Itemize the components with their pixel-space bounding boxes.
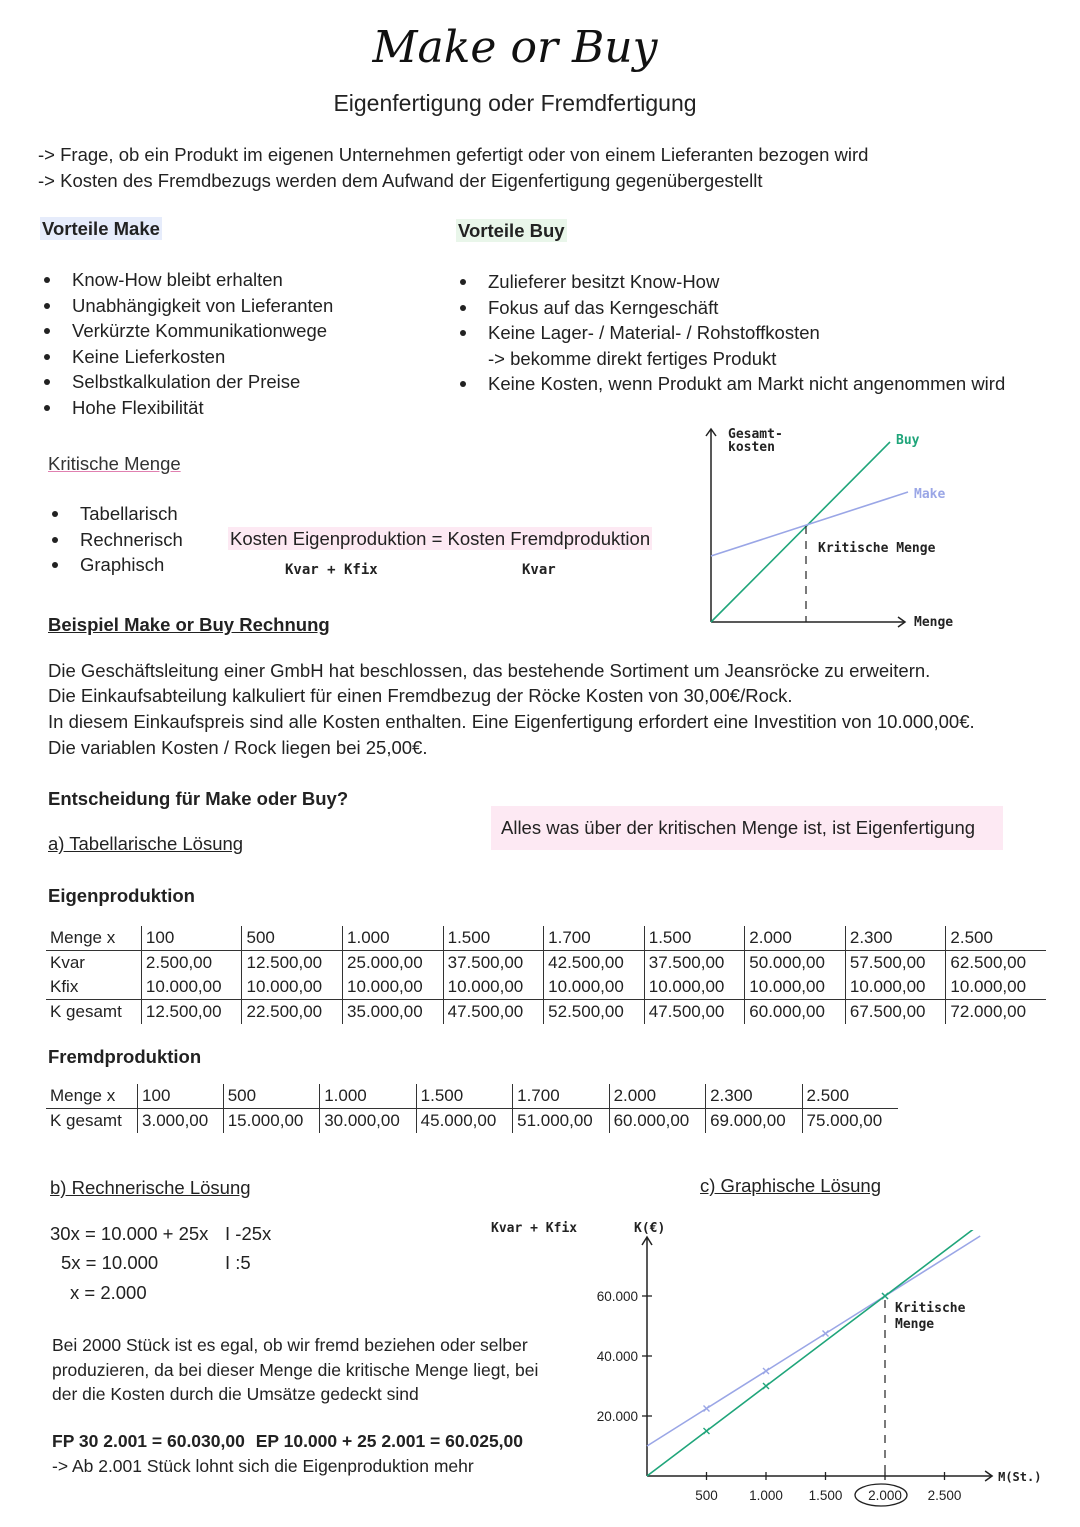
table-cell: Menge x [46, 1084, 138, 1109]
make-list [40, 267, 333, 420]
chart-x-label: M(St.) [998, 1470, 1042, 1484]
b-text-line: der die Kosten durch die Umsätze gedeckt sind [52, 1384, 419, 1404]
chart-x-tick-label: 500 [695, 1488, 718, 1503]
table-cell: 10.000,00 [443, 975, 544, 1000]
chart-point [763, 1368, 769, 1374]
intro-line-2: -> Kosten des Fremdbezugs werden dem Aufwand der Eigenfertigung gegenübergestellt [38, 170, 763, 191]
kritisch-heading: Kritische Menge [48, 453, 181, 474]
table-cell: 52.500,00 [544, 1000, 645, 1025]
table-cell: K gesamt [50, 1111, 122, 1130]
note-box: Alles was über der kritischen Menge ist, ist Eigenfertigung [491, 806, 1003, 850]
make-item: Hohe Flexibilität [40, 395, 333, 421]
table-cell: 50.000,00 [745, 951, 846, 976]
buy-subitem: -> bekomme direkt fertiges Produkt [488, 347, 777, 369]
table-cell: 62.500,00 [946, 951, 1046, 976]
table-cell: 30.000,00 [320, 1109, 416, 1134]
table-cell: 60.000,00 [745, 1000, 846, 1025]
chart-y-tick-label: 60.000 [596, 1289, 638, 1304]
chart-y-tick-label: 20.000 [596, 1409, 638, 1424]
table-cell: 22.500,00 [242, 1000, 343, 1025]
table-cell: 69.000,00 [706, 1109, 802, 1134]
chart-y-tick-label: 40.000 [596, 1349, 638, 1364]
equation-1-op: I -25x [225, 1223, 272, 1244]
make-item: Know-How bleibt erhalten [40, 267, 333, 293]
table-cell: Menge x [46, 926, 141, 951]
b-heading: b) Rechnerische Lösung [50, 1177, 251, 1198]
table-cell: K gesamt [50, 1002, 122, 1021]
make-item: Selbstkalkulation der Preise [40, 369, 333, 395]
table-row [46, 1109, 898, 1134]
table-cell: 2.500,00 [141, 951, 242, 976]
chart-ylabel-note: Kvar + Kfix [491, 1221, 578, 1236]
kritisch-formula: Kosten Eigenproduktion = Kosten Fremdproduktion [230, 528, 651, 549]
chart-x-tick-label: 1.000 [749, 1488, 783, 1503]
formula-left-note: Kvar + Kfix [285, 562, 378, 578]
b-conclusion: -> Ab 2.001 Stück lohnt sich die Eigenproduktion mehr [52, 1456, 474, 1476]
table-cell: 1.000 [320, 1084, 416, 1109]
table-cell: 60.000,00 [609, 1109, 705, 1134]
buy-item: Fokus auf das Kerngeschäft [456, 295, 1005, 321]
table-cell: 1.500 [644, 926, 745, 951]
kritisch-list [48, 501, 183, 578]
table-cell: 10.000,00 [946, 975, 1046, 1000]
table-cell: 72.000,00 [946, 1000, 1046, 1025]
buy-list [456, 269, 1005, 397]
c-heading: c) Graphische Lösung [700, 1175, 881, 1196]
chart-x-tick-label: 1.500 [808, 1488, 843, 1503]
table-row [46, 1000, 1046, 1025]
table-row [46, 1084, 898, 1109]
ep-value: 60.025,00 [445, 1431, 524, 1451]
table-cell: 57.500,00 [845, 951, 946, 976]
table-cell: 2.300 [706, 1084, 802, 1109]
sketch-buy-line [711, 442, 890, 622]
page-title: Make or Buy [372, 22, 658, 73]
buy-heading: Vorteile Buy [458, 220, 565, 241]
buy-item: Keine Kosten, wenn Produkt am Markt nicht angenommen wird [456, 371, 1005, 397]
example-text: Die Einkaufsabteilung kalkuliert für einen Fremdbezug der Röcke Kosten von 30,00€/Rock. [48, 685, 793, 706]
chart-critical-label: Kritische Menge [895, 1301, 966, 1332]
table-cell: 500 [223, 1084, 319, 1109]
kritisch-item: Graphisch [48, 552, 183, 578]
example-text: Die variablen Kosten / Rock liegen bei 25,00€. [48, 737, 428, 758]
fp-value: 60.030,00 [166, 1431, 245, 1451]
table-cell: Kfix [46, 975, 141, 1000]
chart-point [763, 1383, 769, 1389]
table-cell: 37.500,00 [644, 951, 745, 976]
ep-label: EP 10.000 + 25 2.001 = [255, 1431, 446, 1451]
chart-x-tick-label: 2.500 [927, 1488, 962, 1503]
sketch-make-label: Make [914, 487, 946, 502]
table-cell: 47.500,00 [443, 1000, 544, 1025]
buy-item: Zulieferer besitzt Know-How [456, 269, 1005, 295]
table-cell: 2.500 [802, 1084, 898, 1109]
table-cell: 1.500 [443, 926, 544, 951]
chart-series-line [647, 1236, 980, 1446]
table-cell: 10.000,00 [141, 975, 242, 1000]
chart-ylabel: K(€) [634, 1221, 666, 1236]
table-cell: 10.000,00 [745, 975, 846, 1000]
table-cell: 10.000,00 [644, 975, 745, 1000]
eigen-table [46, 926, 1046, 1024]
table-cell: 2.500 [946, 926, 1046, 951]
sketch-y-label: Gesamt- kosten [728, 427, 783, 455]
chart-point [704, 1428, 710, 1434]
intro-line-1: -> Frage, ob ein Produkt im eigenen Unternehmen gefertigt oder von einem Lieferanten bezogen wird [38, 144, 869, 165]
table-cell: 75.000,00 [802, 1109, 898, 1134]
kritisch-item: Tabellarisch [48, 501, 183, 527]
equation-1: 30x = 10.000 + 25x [50, 1223, 209, 1244]
table-cell: 37.500,00 [443, 951, 544, 976]
page-subtitle: Eigenfertigung oder Fremdfertigung [333, 90, 697, 116]
fp-label: FP 30 2.001 = [52, 1431, 167, 1451]
table-cell: 1.700 [513, 1084, 609, 1109]
table-cell: 15.000,00 [223, 1109, 319, 1134]
buy-item: Keine Lager- / Material- / Rohstoffkosten [456, 320, 1005, 346]
table-cell: 25.000,00 [343, 951, 444, 976]
table-cell: 47.500,00 [644, 1000, 745, 1025]
table-cell: 1.000 [343, 926, 444, 951]
table-cell: 2.300 [845, 926, 946, 951]
fremd-heading: Fremdproduktion [48, 1046, 202, 1067]
chart-point [882, 1293, 888, 1299]
table-cell: 2.000 [745, 926, 846, 951]
eigen-heading: Eigenproduktion [48, 885, 195, 906]
sketch-buy-label: Buy [896, 433, 920, 448]
table-cell: 67.500,00 [845, 1000, 946, 1025]
make-item: Unabhängigkeit von Lieferanten [40, 293, 333, 319]
example-heading: Beispiel Make or Buy Rechnung [48, 614, 330, 635]
table-cell: 500 [242, 926, 343, 951]
table-row [46, 951, 1046, 976]
table-cell: 1.500 [416, 1084, 512, 1109]
table-cell: 3.000,00 [138, 1109, 224, 1134]
make-item: Verkürzte Kommunikationwege [40, 318, 333, 344]
chart [580, 1230, 1070, 1520]
table-cell: 12.500,00 [141, 1000, 242, 1025]
sketch-critical-label: Kritische Menge [818, 541, 936, 556]
table-cell: 10.000,00 [242, 975, 343, 1000]
table-cell: 1.700 [544, 926, 645, 951]
kritisch-item: Rechnerisch [48, 527, 183, 553]
table-cell: 2.000 [609, 1084, 705, 1109]
table-cell: 10.000,00 [544, 975, 645, 1000]
equation-2: 5x = 10.000 [61, 1252, 159, 1273]
table-cell: 35.000,00 [343, 1000, 444, 1025]
b-text-line: produzieren, da bei dieser Menge die kritische Menge liegt, bei [52, 1359, 539, 1380]
table-cell: 10.000,00 [845, 975, 946, 1000]
a-heading: a) Tabellarische Lösung [48, 833, 244, 854]
table-cell: 45.000,00 [416, 1109, 512, 1134]
table-cell: 42.500,00 [544, 951, 645, 976]
table-cell: 51.000,00 [513, 1109, 609, 1134]
table-row [46, 975, 1046, 1000]
formula-right-note: Kvar [522, 562, 556, 578]
b-explanation [52, 1333, 538, 1407]
example-text: Die Geschäftsleitung einer GmbH hat beschlossen, das bestehende Sortiment um Jeansröcke zu erweitern. [48, 660, 931, 681]
equation-2-op: I :5 [225, 1252, 251, 1273]
example-text: In diesem Einkaufspreis sind alle Kosten enthalten. Eine Eigenfertigung erfordert eine Investition von 10.000,00€. [48, 711, 975, 732]
fp-ep-line [52, 1431, 523, 1452]
fremd-table [46, 1084, 898, 1133]
make-item: Keine Lieferkosten [40, 344, 333, 370]
sketch-x-label: Menge [914, 615, 954, 630]
equation-3: x = 2.000 [70, 1282, 147, 1303]
table-cell: 12.500,00 [242, 951, 343, 976]
make-heading: Vorteile Make [42, 218, 160, 239]
question: Entscheidung für Make oder Buy? [48, 788, 349, 809]
table-row [46, 926, 1046, 951]
table-cell: 100 [141, 926, 242, 951]
b-text-line: Bei 2000 Stück ist es egal, ob wir fremd beziehen oder selber [52, 1335, 528, 1355]
chart-x-tick-label: 2.000 [868, 1488, 902, 1503]
chart-point [704, 1406, 710, 1412]
table-cell: 100 [138, 1084, 224, 1109]
table-cell: 10.000,00 [343, 975, 444, 1000]
table-cell: Kvar [50, 953, 85, 972]
chart-point [823, 1331, 829, 1337]
